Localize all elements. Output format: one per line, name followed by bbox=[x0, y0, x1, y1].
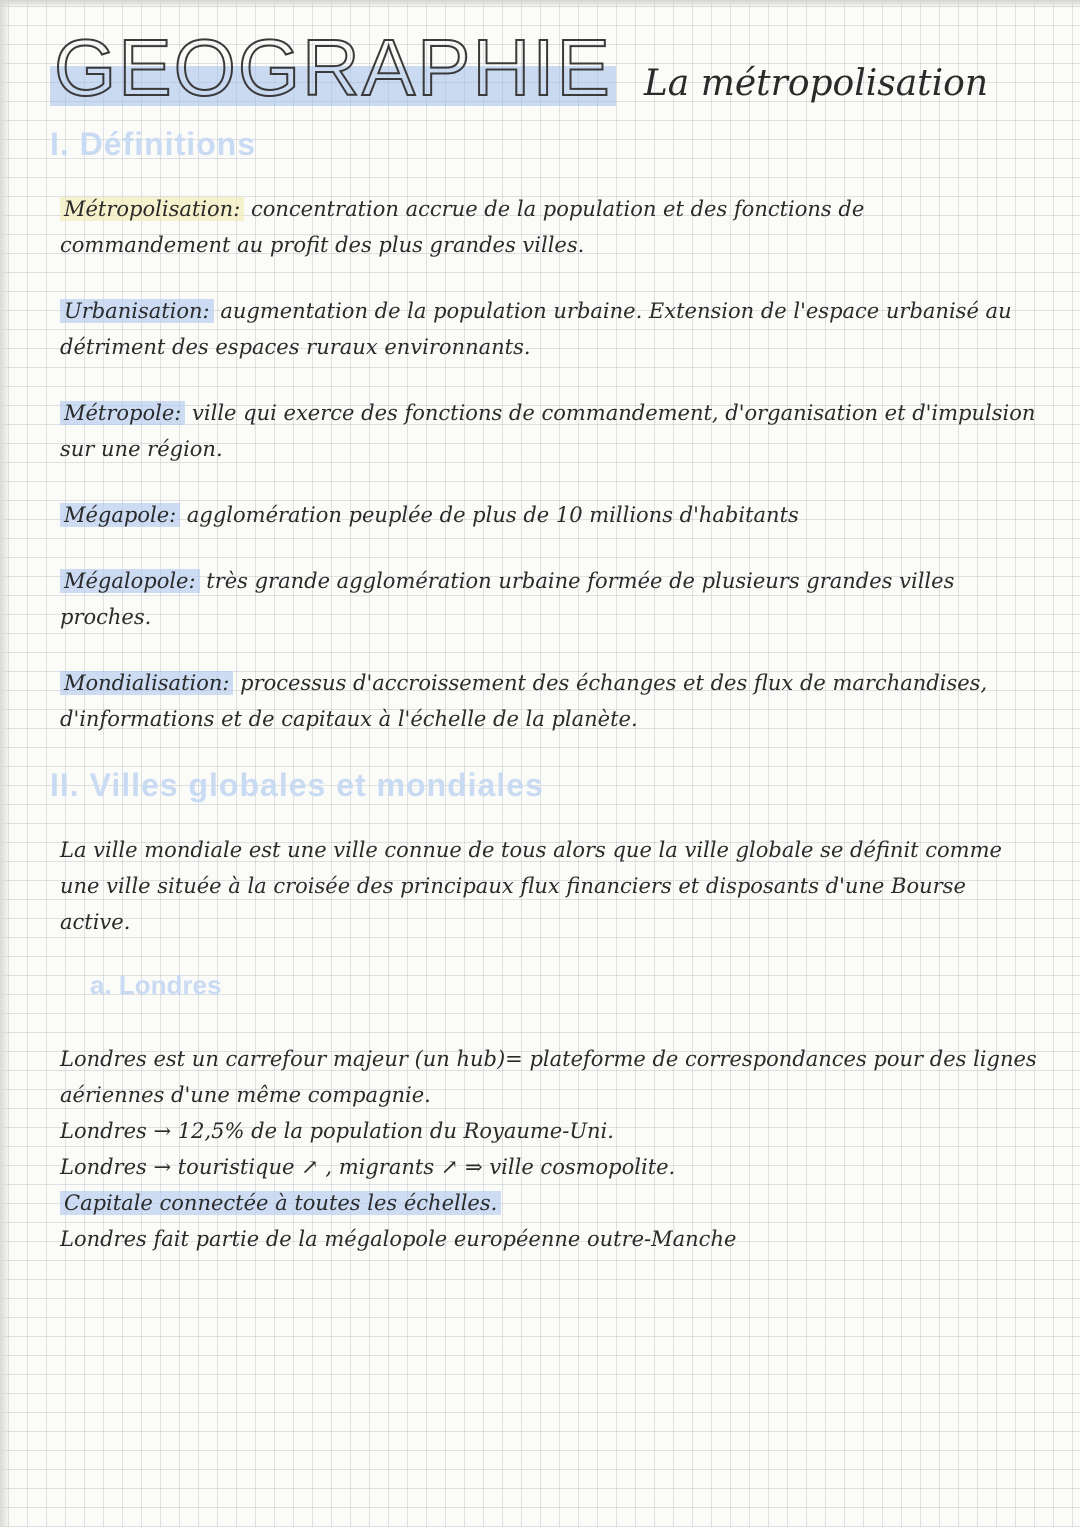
definition-urbanisation bbox=[60, 293, 1040, 365]
definition-text: processus d'accroissement des échanges et des flux de marchandises, d'informations et de capitaux à l'échelle de la planète. bbox=[60, 671, 988, 731]
section-heading-villes: II. Villes globales et mondiales bbox=[50, 767, 544, 803]
page-content bbox=[50, 22, 1050, 1257]
villes-paragraph: La ville mondiale est une ville connue de tous alors que la ville globale se définit comme une ville située à la croisée des principaux flux financiers et disposants d'une Bourse active. bbox=[60, 838, 1002, 934]
definition-megapole bbox=[60, 497, 1040, 533]
title-row bbox=[50, 22, 1050, 112]
definition-text: concentration accrue de la population et des fonctions de commandement au profit des plus grandes villes. bbox=[60, 197, 865, 257]
definition-text: augmentation de la population urbaine. Extension de l'espace urbanisé au détriment des espaces ruraux environnants. bbox=[60, 299, 1012, 359]
definition-mondialisation bbox=[60, 665, 1040, 737]
definition-term: Mégalopole: bbox=[60, 569, 200, 593]
main-title: GEOGRAPHIE bbox=[50, 28, 616, 108]
definition-metropole bbox=[60, 395, 1040, 467]
definition-megalopole bbox=[60, 563, 1040, 635]
definition-text: très grande agglomération urbaine formée de plusieurs grandes villes proches. bbox=[60, 569, 955, 629]
definition-metropolisation bbox=[60, 191, 1040, 263]
londres-line: Londres → 12,5% de la population du Royaume-Uni. bbox=[60, 1119, 614, 1143]
definition-term: Mondialisation: bbox=[60, 671, 233, 695]
definition-term: Mégapole: bbox=[60, 503, 180, 527]
londres-line: Londres fait partie de la mégalopole européenne outre-Manche bbox=[60, 1227, 737, 1251]
subsection-heading-londres: a. Londres bbox=[90, 970, 222, 1000]
definition-text: agglomération peuplée de plus de 10 millions d'habitants bbox=[186, 503, 799, 527]
londres-line-highlighted bbox=[60, 1185, 1050, 1221]
definition-text: ville qui exerce des fonctions de commandement, d'organisation et d'impulsion sur une région. bbox=[60, 401, 1036, 461]
londres-notes bbox=[60, 1041, 1050, 1257]
definition-term: Urbanisation: bbox=[60, 299, 214, 323]
definition-term: Métropole: bbox=[60, 401, 185, 425]
section-heading-definitions: I. Définitions bbox=[50, 126, 256, 162]
subtitle: La métropolisation bbox=[643, 63, 989, 104]
londres-line: Londres est un carrefour majeur (un hub)= plateforme de correspondances pour des lignes aériennes d'une même compagnie. bbox=[60, 1047, 1037, 1107]
highlight: Capitale connectée à toutes les échelles. bbox=[60, 1191, 501, 1215]
page-edge-top bbox=[0, 0, 1080, 8]
definition-term: Métropolisation: bbox=[60, 197, 244, 221]
page-edge-left bbox=[0, 0, 10, 1527]
londres-line: Londres → touristique ↗ , migrants ↗ ⇒ ville cosmopolite. bbox=[60, 1155, 676, 1179]
